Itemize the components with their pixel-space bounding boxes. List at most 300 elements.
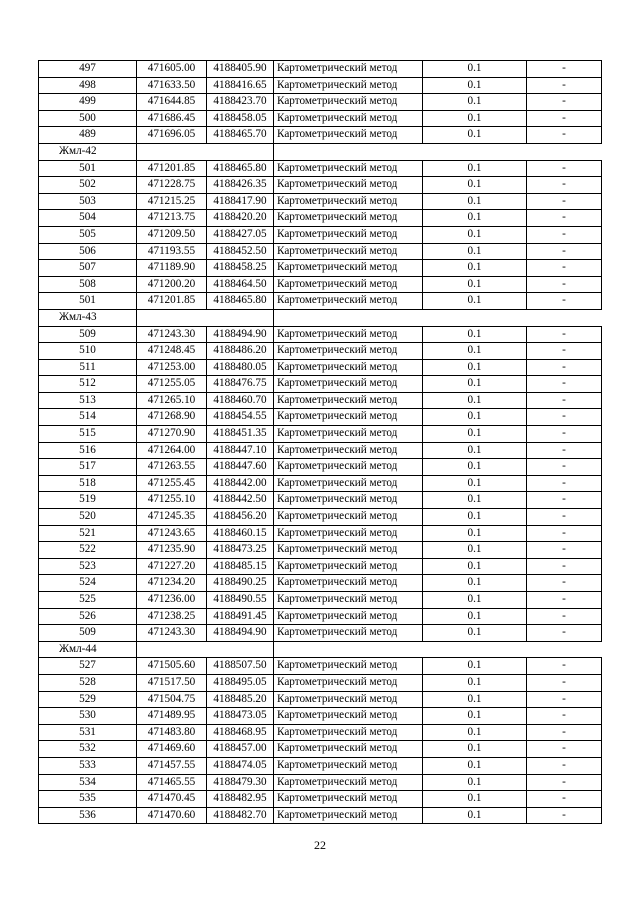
table-row [39,61,602,78]
table-row [39,774,602,791]
point-number-cell: 514 [39,409,137,426]
note-cell: - [527,243,602,260]
y-coordinate-cell: 4188482.95 [207,791,274,808]
accuracy-cell: 0.1 [423,608,527,625]
point-number-cell: 503 [39,193,137,210]
x-coordinate-cell: 471200.20 [137,276,207,293]
point-number-cell: 536 [39,807,137,824]
accuracy-cell: 0.1 [423,193,527,210]
accuracy-cell: 0.1 [423,542,527,559]
group-name: Жмл-44 [39,641,137,658]
x-coordinate-cell: 471517.50 [137,674,207,691]
method-cell: Картометрический метод [274,674,423,691]
x-coordinate-cell: 471696.05 [137,127,207,144]
x-coordinate-cell: 471686.45 [137,110,207,127]
table-row [39,658,602,675]
method-cell: Картометрический метод [274,757,423,774]
method-cell: Картометрический метод [274,459,423,476]
note-cell: - [527,210,602,227]
x-coordinate-cell: 471245.35 [137,509,207,526]
method-cell: Картометрический метод [274,658,423,675]
note-cell: - [527,293,602,310]
note-cell: - [527,608,602,625]
point-number-cell: 523 [39,558,137,575]
point-number-cell: 530 [39,708,137,725]
method-cell: Картометрический метод [274,575,423,592]
accuracy-cell: 0.1 [423,426,527,443]
table-row [39,459,602,476]
point-number-cell: 505 [39,226,137,243]
method-cell: Картометрический метод [274,807,423,824]
group-header-row [39,641,602,658]
y-coordinate-cell: 4188490.55 [207,592,274,609]
method-cell: Картометрический метод [274,774,423,791]
point-number-cell: 504 [39,210,137,227]
method-cell: Картометрический метод [274,791,423,808]
point-number-cell: 499 [39,94,137,111]
table-row [39,757,602,774]
method-cell: Картометрический метод [274,625,423,642]
point-number-cell: 516 [39,442,137,459]
table-row [39,558,602,575]
note-cell: - [527,94,602,111]
method-cell: Картометрический метод [274,61,423,78]
point-number-cell: 532 [39,741,137,758]
x-coordinate-cell: 471227.20 [137,558,207,575]
note-cell: - [527,160,602,177]
table-row [39,608,602,625]
accuracy-cell: 0.1 [423,160,527,177]
y-coordinate-cell: 4188473.25 [207,542,274,559]
method-cell: Картометрический метод [274,210,423,227]
note-cell: - [527,658,602,675]
x-coordinate-cell: 471234.20 [137,575,207,592]
coordinates-table-body [39,61,602,824]
accuracy-cell: 0.1 [423,791,527,808]
x-coordinate-cell: 471253.00 [137,359,207,376]
accuracy-cell: 0.1 [423,127,527,144]
method-cell: Картометрический метод [274,177,423,194]
method-cell: Картометрический метод [274,475,423,492]
accuracy-cell: 0.1 [423,708,527,725]
x-coordinate-cell: 471255.05 [137,376,207,393]
point-number-cell: 508 [39,276,137,293]
x-coordinate-cell: 471263.55 [137,459,207,476]
x-coordinate-cell: 471248.45 [137,343,207,360]
x-coordinate-cell: 471470.45 [137,791,207,808]
table-row [39,293,602,310]
accuracy-cell: 0.1 [423,226,527,243]
y-coordinate-cell: 4188405.90 [207,61,274,78]
note-cell: - [527,542,602,559]
note-cell: - [527,724,602,741]
accuracy-cell: 0.1 [423,741,527,758]
point-number-cell: 497 [39,61,137,78]
x-coordinate-cell: 471633.50 [137,77,207,94]
note-cell: - [527,276,602,293]
y-coordinate-cell: 4188423.70 [207,94,274,111]
method-cell: Картометрический метод [274,326,423,343]
accuracy-cell: 0.1 [423,359,527,376]
method-cell: Картометрический метод [274,343,423,360]
table-row [39,791,602,808]
group-blank-cell [274,309,602,326]
group-header-row [39,309,602,326]
x-coordinate-cell: 471201.85 [137,160,207,177]
y-coordinate-cell: 4188454.55 [207,409,274,426]
method-cell: Картометрический метод [274,243,423,260]
note-cell: - [527,558,602,575]
note-cell: - [527,492,602,509]
x-coordinate-cell: 471270.90 [137,426,207,443]
method-cell: Картометрический метод [274,426,423,443]
group-blank-cell [274,143,602,160]
table-row [39,807,602,824]
table-row [39,376,602,393]
y-coordinate-cell: 4188417.90 [207,193,274,210]
group-name: Жмл-43 [39,309,137,326]
y-coordinate-cell: 4188494.90 [207,625,274,642]
table-row [39,160,602,177]
table-row [39,226,602,243]
point-number-cell: 522 [39,542,137,559]
accuracy-cell: 0.1 [423,409,527,426]
y-coordinate-cell: 4188464.50 [207,276,274,293]
x-coordinate-cell: 471457.55 [137,757,207,774]
point-number-cell: 489 [39,127,137,144]
point-number-cell: 517 [39,459,137,476]
note-cell: - [527,592,602,609]
point-number-cell: 507 [39,260,137,277]
y-coordinate-cell: 4188447.60 [207,459,274,476]
accuracy-cell: 0.1 [423,691,527,708]
point-number-cell: 527 [39,658,137,675]
x-coordinate-cell: 471504.75 [137,691,207,708]
y-coordinate-cell: 4188456.20 [207,509,274,526]
x-coordinate-cell: 471505.60 [137,658,207,675]
point-number-cell: 513 [39,392,137,409]
note-cell: - [527,127,602,144]
y-coordinate-cell: 4188442.50 [207,492,274,509]
method-cell: Картометрический метод [274,127,423,144]
y-coordinate-cell: 4188485.15 [207,558,274,575]
note-cell: - [527,260,602,277]
point-number-cell: 506 [39,243,137,260]
point-number-cell: 501 [39,293,137,310]
table-row [39,110,602,127]
point-number-cell: 502 [39,177,137,194]
group-name: Жмл-42 [39,143,137,160]
table-row [39,243,602,260]
y-coordinate-cell: 4188482.70 [207,807,274,824]
y-coordinate-cell: 4188479.30 [207,774,274,791]
x-coordinate-cell: 471201.85 [137,293,207,310]
point-number-cell: 525 [39,592,137,609]
x-coordinate-cell: 471605.00 [137,61,207,78]
point-number-cell: 534 [39,774,137,791]
y-coordinate-cell: 4188458.05 [207,110,274,127]
accuracy-cell: 0.1 [423,392,527,409]
note-cell: - [527,343,602,360]
note-cell: - [527,110,602,127]
x-coordinate-cell: 471255.45 [137,475,207,492]
accuracy-cell: 0.1 [423,343,527,360]
method-cell: Картометрический метод [274,492,423,509]
group-blank-cell [274,641,602,658]
accuracy-cell: 0.1 [423,326,527,343]
y-coordinate-cell: 4188473.05 [207,708,274,725]
y-coordinate-cell: 4188491.45 [207,608,274,625]
table-row [39,674,602,691]
note-cell: - [527,691,602,708]
x-coordinate-cell: 471268.90 [137,409,207,426]
method-cell: Картометрический метод [274,525,423,542]
y-coordinate-cell: 4188486.20 [207,343,274,360]
note-cell: - [527,774,602,791]
table-row [39,691,602,708]
note-cell: - [527,509,602,526]
x-coordinate-cell: 471470.60 [137,807,207,824]
x-coordinate-cell: 471215.25 [137,193,207,210]
table-row [39,708,602,725]
accuracy-cell: 0.1 [423,592,527,609]
method-cell: Картометрический метод [274,376,423,393]
x-coordinate-cell: 471189.90 [137,260,207,277]
accuracy-cell: 0.1 [423,658,527,675]
note-cell: - [527,409,602,426]
x-coordinate-cell: 471489.95 [137,708,207,725]
point-number-cell: 524 [39,575,137,592]
method-cell: Картометрический метод [274,608,423,625]
accuracy-cell: 0.1 [423,293,527,310]
accuracy-cell: 0.1 [423,774,527,791]
y-coordinate-cell: 4188460.15 [207,525,274,542]
x-coordinate-cell: 471644.85 [137,94,207,111]
method-cell: Картометрический метод [274,724,423,741]
document-page [38,60,601,824]
x-coordinate-cell: 471255.10 [137,492,207,509]
table-row [39,276,602,293]
method-cell: Картометрический метод [274,226,423,243]
y-coordinate-cell: 4188507.50 [207,658,274,675]
accuracy-cell: 0.1 [423,492,527,509]
accuracy-cell: 0.1 [423,110,527,127]
y-coordinate-cell: 4188468.95 [207,724,274,741]
accuracy-cell: 0.1 [423,442,527,459]
x-coordinate-cell: 471236.00 [137,592,207,609]
x-coordinate-cell: 471465.55 [137,774,207,791]
note-cell: - [527,426,602,443]
note-cell: - [527,77,602,94]
method-cell: Картометрический метод [274,409,423,426]
x-coordinate-cell: 471235.90 [137,542,207,559]
accuracy-cell: 0.1 [423,77,527,94]
note-cell: - [527,674,602,691]
table-row [39,442,602,459]
note-cell: - [527,392,602,409]
accuracy-cell: 0.1 [423,376,527,393]
method-cell: Картометрический метод [274,293,423,310]
note-cell: - [527,442,602,459]
note-cell: - [527,708,602,725]
y-coordinate-cell: 4188494.90 [207,326,274,343]
y-coordinate-cell: 4188442.00 [207,475,274,492]
accuracy-cell: 0.1 [423,757,527,774]
point-number-cell: 518 [39,475,137,492]
point-number-cell: 519 [39,492,137,509]
point-number-cell: 531 [39,724,137,741]
x-coordinate-cell: 471209.50 [137,226,207,243]
x-coordinate-cell: 471469.60 [137,741,207,758]
page-number: 22 [314,838,326,852]
x-coordinate-cell: 471265.10 [137,392,207,409]
y-coordinate-cell: 4188465.80 [207,293,274,310]
group-empty-cell [137,309,274,326]
y-coordinate-cell: 4188451.35 [207,426,274,443]
table-row [39,592,602,609]
method-cell: Картометрический метод [274,193,423,210]
point-number-cell: 533 [39,757,137,774]
table-row [39,625,602,642]
accuracy-cell: 0.1 [423,575,527,592]
y-coordinate-cell: 4188420.20 [207,210,274,227]
table-row [39,359,602,376]
method-cell: Картометрический метод [274,260,423,277]
table-row [39,77,602,94]
table-row [39,260,602,277]
note-cell: - [527,625,602,642]
y-coordinate-cell: 4188426.35 [207,177,274,194]
y-coordinate-cell: 4188480.05 [207,359,274,376]
note-cell: - [527,525,602,542]
y-coordinate-cell: 4188458.25 [207,260,274,277]
point-number-cell: 510 [39,343,137,360]
note-cell: - [527,193,602,210]
table-row [39,575,602,592]
y-coordinate-cell: 4188465.70 [207,127,274,144]
y-coordinate-cell: 4188416.65 [207,77,274,94]
table-row [39,492,602,509]
table-row [39,127,602,144]
point-number-cell: 512 [39,376,137,393]
note-cell: - [527,807,602,824]
method-cell: Картометрический метод [274,276,423,293]
table-row [39,392,602,409]
accuracy-cell: 0.1 [423,61,527,78]
accuracy-cell: 0.1 [423,525,527,542]
group-header-row [39,143,602,160]
table-row [39,525,602,542]
note-cell: - [527,376,602,393]
method-cell: Картометрический метод [274,691,423,708]
point-number-cell: 535 [39,791,137,808]
point-number-cell: 520 [39,509,137,526]
note-cell: - [527,741,602,758]
method-cell: Картометрический метод [274,359,423,376]
table-row [39,724,602,741]
note-cell: - [527,177,602,194]
accuracy-cell: 0.1 [423,243,527,260]
x-coordinate-cell: 471228.75 [137,177,207,194]
method-cell: Картометрический метод [274,392,423,409]
x-coordinate-cell: 471193.55 [137,243,207,260]
accuracy-cell: 0.1 [423,674,527,691]
accuracy-cell: 0.1 [423,807,527,824]
x-coordinate-cell: 471483.80 [137,724,207,741]
note-cell: - [527,459,602,476]
group-empty-cell [137,641,274,658]
y-coordinate-cell: 4188485.20 [207,691,274,708]
point-number-cell: 515 [39,426,137,443]
y-coordinate-cell: 4188460.70 [207,392,274,409]
method-cell: Картометрический метод [274,77,423,94]
table-row [39,343,602,360]
x-coordinate-cell: 471243.30 [137,326,207,343]
method-cell: Картометрический метод [274,110,423,127]
accuracy-cell: 0.1 [423,94,527,111]
accuracy-cell: 0.1 [423,475,527,492]
x-coordinate-cell: 471243.65 [137,525,207,542]
note-cell: - [527,575,602,592]
method-cell: Картометрический метод [274,542,423,559]
note-cell: - [527,791,602,808]
point-number-cell: 529 [39,691,137,708]
x-coordinate-cell: 471213.75 [137,210,207,227]
point-number-cell: 526 [39,608,137,625]
accuracy-cell: 0.1 [423,459,527,476]
y-coordinate-cell: 4188490.25 [207,575,274,592]
y-coordinate-cell: 4188427.05 [207,226,274,243]
table-row [39,94,602,111]
method-cell: Картометрический метод [274,558,423,575]
table-row [39,409,602,426]
accuracy-cell: 0.1 [423,724,527,741]
method-cell: Картометрический метод [274,160,423,177]
accuracy-cell: 0.1 [423,509,527,526]
y-coordinate-cell: 4188474.05 [207,757,274,774]
y-coordinate-cell: 4188457.00 [207,741,274,758]
y-coordinate-cell: 4188465.80 [207,160,274,177]
method-cell: Картометрический метод [274,708,423,725]
method-cell: Картометрический метод [274,509,423,526]
table-row [39,741,602,758]
table-row [39,326,602,343]
table-row [39,509,602,526]
x-coordinate-cell: 471238.25 [137,608,207,625]
table-row [39,542,602,559]
point-number-cell: 521 [39,525,137,542]
table-row [39,426,602,443]
method-cell: Картометрический метод [274,94,423,111]
point-number-cell: 528 [39,674,137,691]
method-cell: Картометрический метод [274,442,423,459]
table-row [39,177,602,194]
point-number-cell: 509 [39,625,137,642]
x-coordinate-cell: 471264.00 [137,442,207,459]
note-cell: - [527,326,602,343]
x-coordinate-cell: 471243.30 [137,625,207,642]
group-empty-cell [137,143,274,160]
point-number-cell: 500 [39,110,137,127]
table-row [39,475,602,492]
y-coordinate-cell: 4188447.10 [207,442,274,459]
accuracy-cell: 0.1 [423,625,527,642]
note-cell: - [527,226,602,243]
method-cell: Картометрический метод [274,592,423,609]
table-row [39,210,602,227]
point-number-cell: 498 [39,77,137,94]
accuracy-cell: 0.1 [423,210,527,227]
